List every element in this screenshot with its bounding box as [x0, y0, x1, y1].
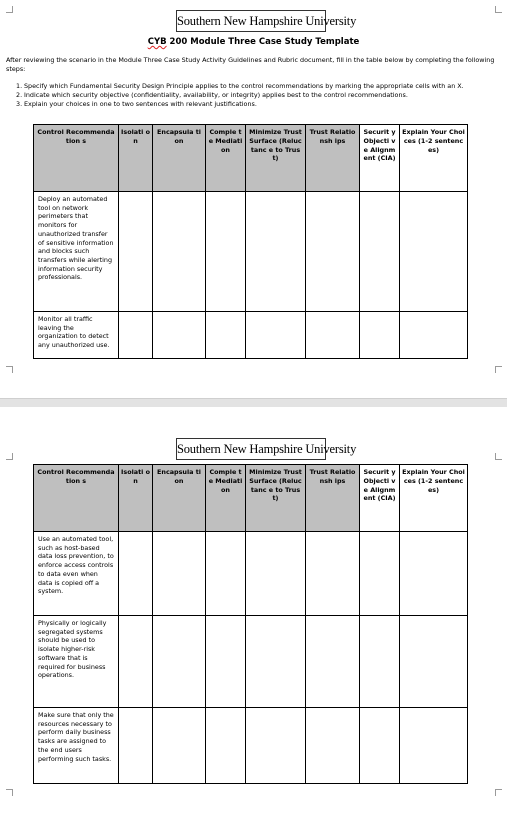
table-header-row: [34, 465, 468, 532]
explain-choices-cell[interactable]: [400, 616, 468, 708]
page-corner-mark: [6, 366, 13, 373]
complete-mediation-cell[interactable]: [206, 616, 246, 708]
page-corner-mark: [6, 6, 13, 13]
header-complete-mediation: Comple te Mediati on: [206, 125, 246, 192]
instruction-step: 1. Specify which Fundamental Security Design Principle applies to the control recommendations by marking the appropriate cells with an X.: [16, 82, 464, 90]
header-control-recommendations: Control Recommendation s: [34, 125, 119, 192]
trust-relationships-cell[interactable]: [306, 192, 360, 312]
case-study-table: [33, 124, 468, 359]
snhu-logo-text: Southern New Hampshire University: [177, 442, 357, 456]
encapsulation-cell[interactable]: [153, 616, 206, 708]
trust-relationships-cell[interactable]: [306, 616, 360, 708]
minimize-trust-surface-cell[interactable]: [246, 708, 306, 784]
page-corner-mark: [495, 6, 502, 13]
trust-relationships-cell[interactable]: [306, 312, 360, 359]
page-corner-mark: [6, 453, 13, 460]
encapsulation-cell[interactable]: [153, 708, 206, 784]
instruction-step: 3. Explain your choices in one to two sentences with relevant justifications.: [16, 100, 257, 108]
control-recommendation-cell: Physically or logically segregated systems should be used to isolate higher-risk software that is required for business operations.: [34, 616, 119, 708]
complete-mediation-cell[interactable]: [206, 708, 246, 784]
table-row: [34, 532, 468, 616]
isolation-cell[interactable]: [119, 192, 153, 312]
snhu-logo-text: Southern New Hampshire University: [177, 14, 357, 28]
encapsulation-cell[interactable]: [153, 532, 206, 616]
document-page-1: [0, 0, 507, 398]
isolation-cell[interactable]: [119, 312, 153, 359]
table-row: [34, 708, 468, 784]
header-explain-choices: Explain Your Choices (1-2 sentences): [400, 465, 468, 532]
table-row: [34, 312, 468, 359]
isolation-cell[interactable]: [119, 708, 153, 784]
header-isolation: Isolati on: [119, 465, 153, 532]
header-minimize-trust-surface: Minimize Trust Surface (Reluctanc e to Trust): [246, 125, 306, 192]
snhu-logo: [176, 10, 357, 32]
security-objective-cell[interactable]: [360, 616, 400, 708]
table-header-row: [34, 125, 468, 192]
instructions-steps: [16, 82, 494, 109]
header-security-objective: Securit y Objecti ve Alignm ent (CIA): [360, 465, 400, 532]
security-objective-cell[interactable]: [360, 312, 400, 359]
header-control-recommendations: Control Recommendation s: [34, 465, 119, 532]
title-course-code: CYB: [147, 37, 167, 47]
minimize-trust-surface-cell[interactable]: [246, 192, 306, 312]
snhu-logo: [176, 438, 357, 460]
header-encapsulation: Encapsula tion: [153, 465, 206, 532]
minimize-trust-surface-cell[interactable]: [246, 532, 306, 616]
table-row: [34, 616, 468, 708]
complete-mediation-cell[interactable]: [206, 312, 246, 359]
header-explain-choices: Explain Your Choices (1-2 sentences): [400, 125, 468, 192]
explain-choices-cell[interactable]: [400, 192, 468, 312]
header-trust-relationships: Trust Relationsh ips: [306, 465, 360, 532]
header-encapsulation: Encapsula tion: [153, 125, 206, 192]
title-text: 200 Module Three Case Study Template: [166, 37, 360, 47]
minimize-trust-surface-cell[interactable]: [246, 616, 306, 708]
page-corner-mark: [6, 789, 13, 796]
page-corner-mark: [495, 453, 502, 460]
security-objective-cell[interactable]: [360, 192, 400, 312]
document-page-2: [0, 407, 507, 815]
encapsulation-cell[interactable]: [153, 192, 206, 312]
trust-relationships-cell[interactable]: [306, 708, 360, 784]
trust-relationships-cell[interactable]: [306, 532, 360, 616]
header-security-objective: Securit y Objecti ve Alignm ent (CIA): [360, 125, 400, 192]
explain-choices-cell[interactable]: [400, 532, 468, 616]
page-corner-mark: [495, 789, 502, 796]
header-complete-mediation: Comple te Mediati on: [206, 465, 246, 532]
table-row: [34, 192, 468, 312]
explain-choices-cell[interactable]: [400, 708, 468, 784]
header-minimize-trust-surface: Minimize Trust Surface (Reluctanc e to Trust): [246, 465, 306, 532]
header-trust-relationships: Trust Relationsh ips: [306, 125, 360, 192]
control-recommendation-cell: Use an automated tool, such as host-based data loss prevention, to enforce access controls to data even when data is copied off a system.: [34, 532, 119, 616]
explain-choices-cell[interactable]: [400, 312, 468, 359]
control-recommendation-cell: Deploy an automated tool on network perimeters that monitors for unauthorized transfer of sensitive information and blocks such transfers while alerting information security professionals.: [34, 192, 119, 312]
case-study-table: [33, 464, 468, 784]
complete-mediation-cell[interactable]: [206, 532, 246, 616]
encapsulation-cell[interactable]: [153, 312, 206, 359]
isolation-cell[interactable]: [119, 532, 153, 616]
control-recommendation-cell: Monitor all traffic leaving the organization to detect any unauthorized use.: [34, 312, 119, 359]
security-objective-cell[interactable]: [360, 532, 400, 616]
page-corner-mark: [495, 366, 502, 373]
minimize-trust-surface-cell[interactable]: [246, 312, 306, 359]
instructions-intro: After reviewing the scenario in the Module Three Case Study Activity Guidelines and Rubric document, fill in the table below by completing the following steps:: [6, 56, 495, 73]
complete-mediation-cell[interactable]: [206, 192, 246, 312]
isolation-cell[interactable]: [119, 616, 153, 708]
control-recommendation-cell: Make sure that only the resources necessary to perform daily business tasks are assigned to the end users performing such tasks.: [34, 708, 119, 784]
security-objective-cell[interactable]: [360, 708, 400, 784]
instruction-step: 2. Indicate which security objective (confidentiality, availability, or integrity) applies best to the control recommendations.: [16, 91, 408, 99]
header-isolation: Isolati on: [119, 125, 153, 192]
document-title: [0, 37, 507, 47]
